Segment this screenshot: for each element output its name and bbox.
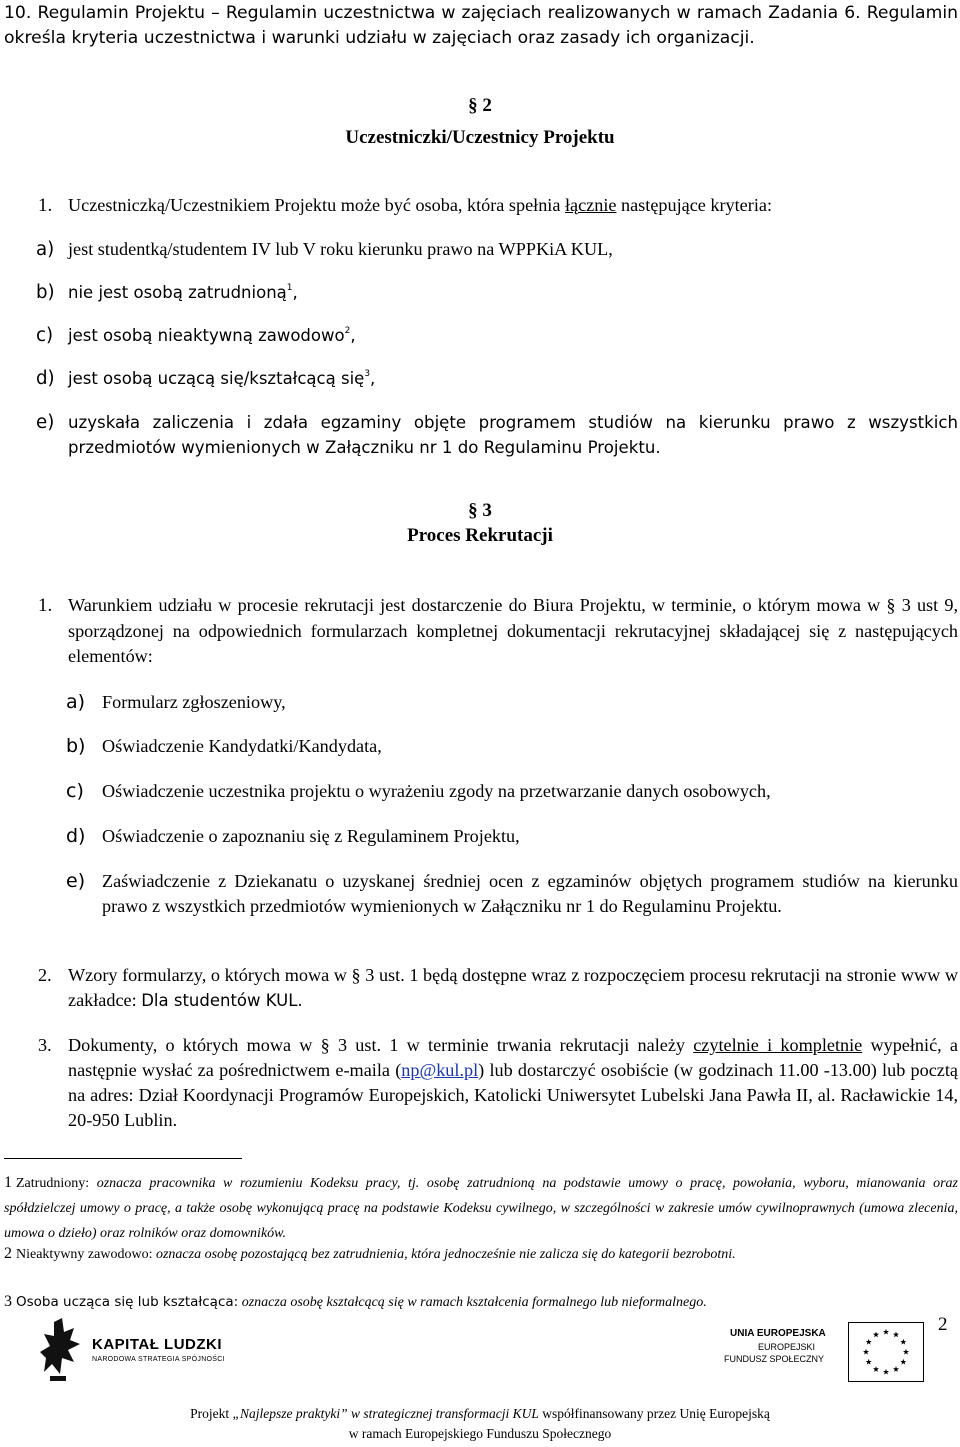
- footnote-3: 3 Osoba ucząca się lub kształcąca: oznacza osobę kształcącą się w ramach kształcenia formalnego lub nieformalnego.: [4, 1293, 707, 1310]
- section-2-title: Uczestniczki/Uczestnicy Projektu: [345, 127, 615, 148]
- footnote-ref-1[interactable]: 1: [286, 283, 293, 293]
- kapital-ludzki-logo: [40, 1318, 240, 1388]
- footnote-1: 1 Zatrudniony: oznacza pracownika w rozumieniu Kodeksu pracy, tj. osobę zatrudnioną na podstawie umowy o pracę, powołania, wyboru, mianowania oraz spółdzielczej umowy o pracę, a także osobę wykonującą pracę na podstawie Kodeksu cywilnego, w szczególności w zakresie umów cywilnoprawnych (umowa zlecenia, umowa o dzieło) oraz rolników oraz domowników.: [4, 1174, 958, 1241]
- eu-title: UNIA EUROPEJSKA: [730, 1328, 826, 1339]
- document-a: Formularz zgłoszeniowy,: [102, 692, 286, 712]
- intro-item-10: 10. Regulamin Projektu – Regulamin uczestnictwa w zajęciach realizowanych w ramach Zadania 6. Regulamin określa kryteria uczestnictwa i warunki udziału w zajęciach oraz zasady ich organizacji.: [4, 3, 958, 48]
- document-b-label: b): [66, 735, 86, 757]
- kapital-ludzki-title: KAPITAŁ LUDZKI: [92, 1336, 223, 1353]
- section-3-p1-number: 1.: [38, 595, 53, 616]
- document-c: Oświadczenie uczestnika projektu o wyrażeniu zgody na przetwarzanie danych osobowych,: [102, 781, 771, 801]
- section-3-symbol: § 3: [468, 500, 492, 521]
- eu-stars-flag-icon: [848, 1322, 924, 1382]
- footnote-ref-2[interactable]: 2: [344, 326, 351, 336]
- criterion-b-label: b): [36, 282, 55, 303]
- criterion-e-label: e): [36, 412, 55, 433]
- criterion-b: nie jest osobą zatrudnioną$^1$,: [68, 283, 298, 302]
- footnote-ref-3[interactable]: 3: [364, 369, 371, 379]
- document-c-label: c): [66, 780, 84, 802]
- criterion-c-label: c): [36, 325, 54, 346]
- footer-line-2: w ramach Europejskiego Funduszu Społecznego: [348, 1426, 612, 1441]
- section-2-p1: Uczestniczką/Uczestnikiem Projektu może być osoba, która spełnia łącznie następujące kryteria:: [68, 195, 772, 215]
- document-b: Oświadczenie Kandydatki/Kandydata,: [102, 736, 382, 756]
- eu-efs-logo: [720, 1318, 930, 1388]
- eu-line3: FUNDUSZ SPOŁECZNY: [724, 1354, 825, 1364]
- document-e-label: e): [66, 870, 86, 892]
- criterion-a-label: a): [36, 239, 55, 260]
- section-3-title: Proces Rekrutacji: [407, 525, 553, 546]
- section-3-p3-number: 3.: [38, 1035, 52, 1055]
- footnote-2: 2 Nieaktywny zawodowo: oznacza osobę pozostającą bez zatrudnienia, która jednocześnie nie zalicza się do kategorii bezrobotni.: [4, 1245, 736, 1262]
- section-2-p1-number: 1.: [38, 195, 53, 216]
- document-d-label: d): [66, 825, 86, 847]
- criterion-c: jest osobą nieaktywną zawodowo$^2$,: [68, 326, 356, 345]
- criterion-a: jest studentką/studentem IV lub V roku kierunku prawo na WPPKiA KUL,: [68, 239, 613, 259]
- kapital-ludzki-emblem-icon: [40, 1318, 80, 1382]
- kapital-ludzki-subtitle: NARODOWA STRATEGIA SPÓJNOŚCI: [92, 1356, 225, 1363]
- email-link[interactable]: np@kul.pl: [401, 1060, 479, 1080]
- footer-line-1: Projekt „Najlepsze praktyki” w strategicznej transformacji KUL współfinansowany przez Unię Europejską: [190, 1406, 770, 1421]
- document-a-label: a): [66, 691, 86, 713]
- eu-line2: EUROPEJSKI: [758, 1342, 816, 1352]
- underlined-lacznie: łącznie: [564, 195, 617, 215]
- document-d: Oświadczenie o zapoznaniu się z Regulaminem Projektu,: [102, 826, 520, 846]
- section-3-p1: Warunkiem udziału w procesie rekrutacji jest dostarczenie do Biura Projektu, w terminie, o którym mowa w § 3 ust 9, sporządzonej na odpowiednich formularzach kompletnej dokumentacji rekrutacyjnej składającej się z następujących elementów:: [68, 595, 958, 666]
- document-e: Zaświadczenie z Dziekanatu o uzyskanej średniej ocen z egzaminów objętych programem studiów na kierunku prawo z wszystkich przedmiotów wymienionych w Załączniku nr 1 do Regulaminu Projektu.: [102, 871, 958, 916]
- criterion-d-label: d): [36, 368, 55, 389]
- section-3-p3: Dokumenty, o których mowa w § 3 ust. 1 w terminie trwania rekrutacji należy czytelnie i kompletnie wypełnić, a następnie wysłać za pośrednictwem e-maila (np@kul.pl) lub dostarczyć osobiście (w godzinach 11.00 -13.00) lub pocztą na adres: Dział Koordynacji Programów Europejskich, Katolicki Uniwersytet Lubelski Jana Pawła II, al. Racławickie 14, 20-950 Lublin.: [68, 1035, 959, 1130]
- footnote-separator: [4, 1158, 242, 1159]
- criterion-e: uzyskała zaliczenia i zdała egzaminy objęte programem studiów na kierunku prawo z wszystkich przedmiotów wymienionych w Załączniku nr 1 do Regulaminu Projektu.: [68, 413, 958, 457]
- section-2-symbol: § 2: [468, 95, 492, 116]
- section-3-p2: Wzory formularzy, o których mowa w § 3 ust. 1 będą dostępne wraz z rozpoczęciem procesu rekrutacji na stronie www w zakładce: Dla studentów KUL.: [68, 965, 958, 1010]
- criterion-d: jest osobą uczącą się/kształcącą się$^3$,: [68, 369, 376, 388]
- section-3-p2-number: 2.: [38, 965, 52, 985]
- page-number: 2: [938, 1314, 948, 1335]
